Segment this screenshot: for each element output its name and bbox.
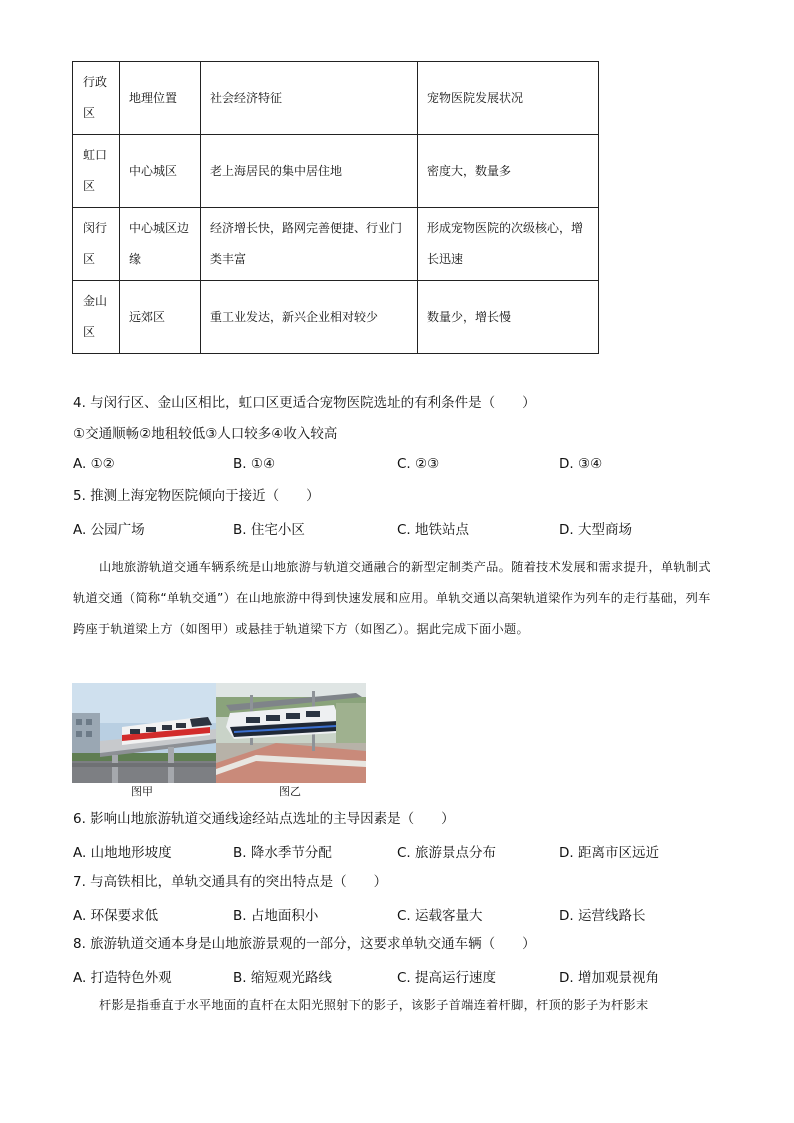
monorail-suspended-photo — [216, 683, 366, 783]
table-row — [73, 208, 599, 281]
question-7-stem: 7. 与高铁相比，单轨交通具有的突出特点是（ ） — [73, 874, 388, 890]
monorail-straddle-image — [72, 683, 216, 783]
table-cell: 闵行区 — [73, 208, 120, 281]
table-row — [73, 135, 599, 208]
question-4-choices-line: ①交通顺畅②地租较低③人口较多④收入较高 — [73, 426, 338, 442]
question-4-stem: 4. 与闵行区、金山区相比，虹口区更适合宠物医院选址的有利条件是（ ） — [73, 395, 536, 411]
option-c: C. 旅游景点分布 — [397, 845, 497, 861]
table-cell: 老上海居民的集中居住地 — [201, 135, 418, 208]
option-b: B. 住宅小区 — [233, 522, 305, 538]
option-b: B. 占地面积小 — [233, 908, 319, 924]
option-a: A. 公园广场 — [73, 522, 145, 538]
option-c: C. ②③ — [397, 456, 440, 472]
option-b: B. ①④ — [233, 456, 276, 472]
option-a: A. 打造特色外观 — [73, 970, 172, 986]
table-cell: 重工业发达，新兴企业相对较少 — [201, 281, 418, 354]
table-header-cell: 社会经济特征 — [201, 62, 418, 135]
table-cell: 数量少，增长慢 — [418, 281, 599, 354]
district-table — [72, 61, 599, 354]
option-d: D. 距离市区远近 — [559, 845, 659, 861]
monorail-straddle-photo — [72, 683, 216, 783]
table-cell: 中心城区边缘 — [120, 208, 201, 281]
table-cell: 形成宠物医院的次级核心，增长迅速 — [418, 208, 599, 281]
question-4-options — [73, 456, 673, 474]
option-d: D. 运营线路长 — [559, 908, 646, 924]
table-cell: 经济增长快，路网完善便捷、行业门类丰富 — [201, 208, 418, 281]
question-8-stem: 8. 旅游轨道交通本身是山地旅游景观的一部分，这要求单轨交通车辆（ ） — [73, 936, 536, 952]
table-cell: 中心城区 — [120, 135, 201, 208]
figure-caption-jia: 图甲 — [131, 785, 153, 798]
option-d: D. 大型商场 — [559, 522, 632, 538]
table-cell: 金山区 — [73, 281, 120, 354]
question-5-options — [73, 518, 673, 536]
option-c: C. 运载客量大 — [397, 908, 483, 924]
reading-passage: 山地旅游轨道交通车辆系统是山地旅游与轨道交通融合的新型定制类产品。随着技术发展和需求提升，单轨制式轨道交通（简称“单轨交通”）在山地旅游中得到快速发展和应用。单轨交通以高架轨道梁作为列车的走行基础，列车跨座于轨道梁上方（如图甲）或悬挂于轨道梁下方（如图乙）。据此完成下面小题。 — [73, 560, 711, 636]
next-passage-start: 杆影是指垂直于水平地面的直杆在太阳光照射下的影子，该影子首端连着杆脚，杆顶的影子为杆影末 — [99, 998, 649, 1012]
question-5-stem: 5. 推测上海宠物医院倾向于接近（ ） — [73, 488, 320, 504]
table-header-cell: 行政区 — [73, 62, 120, 135]
question-6-stem: 6. 影响山地旅游轨道交通线途经站点选址的主导因素是（ ） — [73, 811, 455, 827]
table-header-cell: 地理位置 — [120, 62, 201, 135]
option-a: A. 山地地形坡度 — [73, 845, 172, 861]
option-a: A. ①② — [73, 456, 115, 472]
option-a: A. 环保要求低 — [73, 908, 159, 924]
option-d: D. ③④ — [559, 456, 603, 472]
question-8-options — [73, 966, 673, 984]
option-b: B. 缩短观光路线 — [233, 970, 332, 986]
table-row — [73, 281, 599, 354]
question-7-options — [73, 904, 673, 922]
question-6-options — [73, 841, 673, 859]
table-cell: 虹口区 — [73, 135, 120, 208]
option-b: B. 降水季节分配 — [233, 845, 332, 861]
option-c: C. 提高运行速度 — [397, 970, 497, 986]
option-d: D. 增加观景视角 — [559, 970, 659, 986]
table-cell: 远郊区 — [120, 281, 201, 354]
table-header-cell: 宠物医院发展状况 — [418, 62, 599, 135]
figure-caption-yi: 图乙 — [279, 785, 301, 798]
table-cell: 密度大，数量多 — [418, 135, 599, 208]
option-c: C. 地铁站点 — [397, 522, 470, 538]
table-header-row — [73, 62, 599, 135]
monorail-suspended-image — [216, 683, 366, 783]
